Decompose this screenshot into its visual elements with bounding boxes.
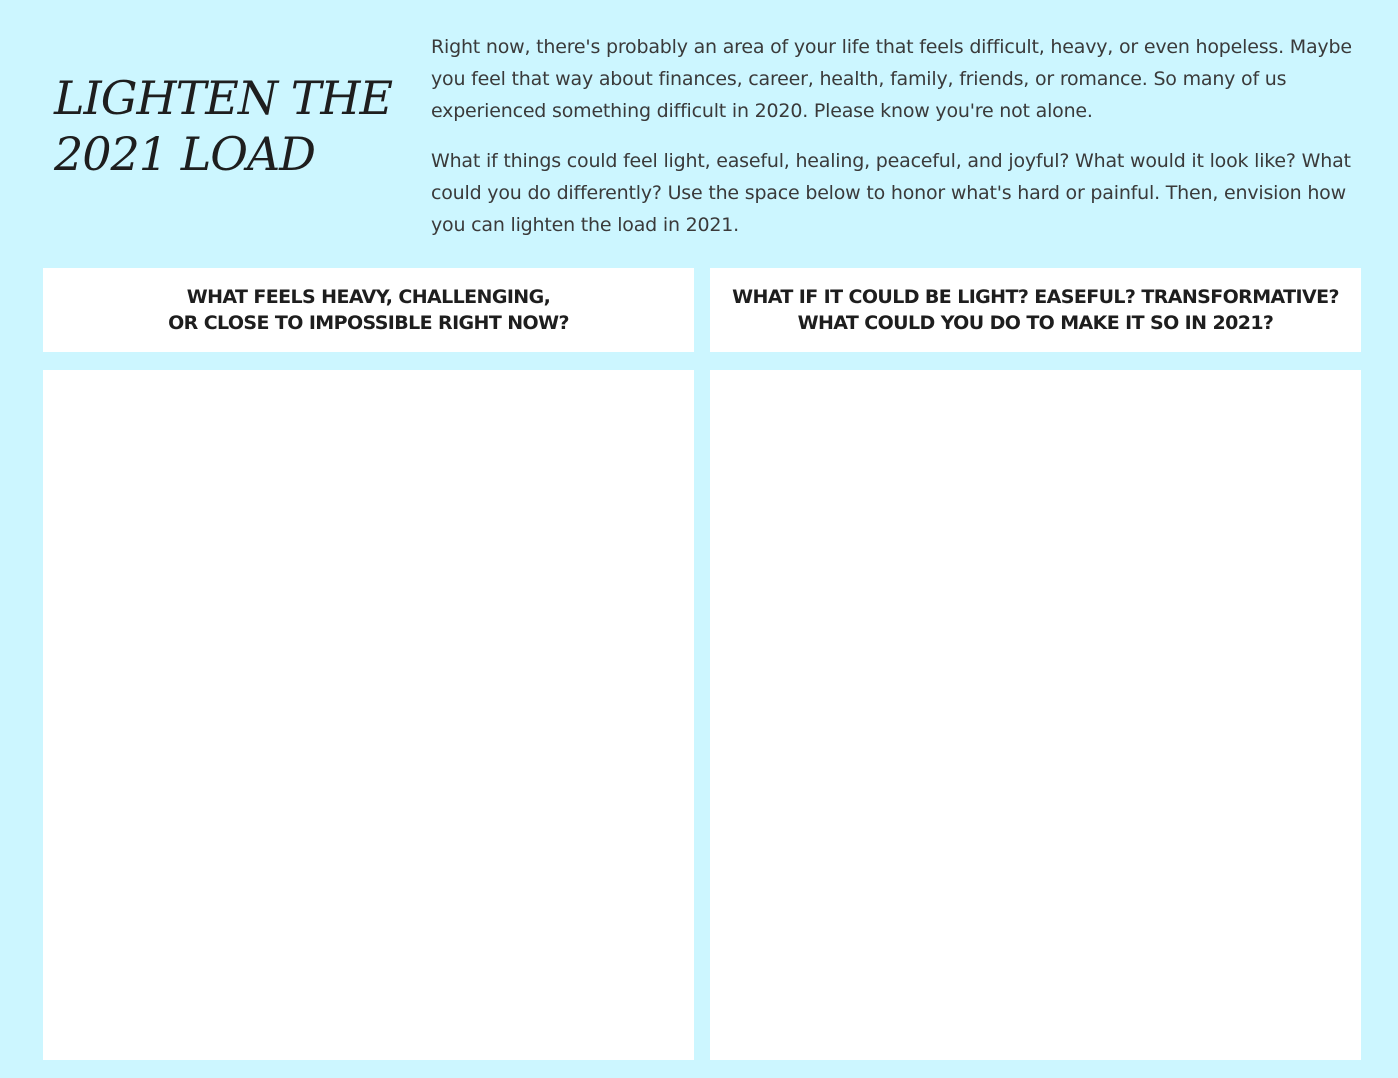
title-line-2: 2021 LOAD bbox=[54, 127, 316, 181]
left-column-header bbox=[43, 268, 694, 352]
intro-text bbox=[431, 31, 1361, 259]
left-writing-area[interactable] bbox=[43, 370, 694, 1060]
title-line-1: LIGHTEN THE bbox=[54, 71, 393, 125]
right-column-heading bbox=[732, 284, 1339, 336]
left-heading-line-1: WHAT FEELS HEAVY, CHALLENGING, bbox=[186, 286, 551, 308]
right-column-header bbox=[710, 268, 1361, 352]
right-heading-line-2: WHAT COULD YOU DO TO MAKE IT SO IN 2021? bbox=[797, 312, 1274, 334]
right-writing-area[interactable] bbox=[710, 370, 1361, 1060]
intro-paragraph-1: Right now, there's probably an area of your life that feels difficult, heavy, or even hopeless. Maybe you feel that way about finances, career, health, family, friends, or romance. So many of us experienced something difficult in 2020. Please know you're not alone. bbox=[431, 36, 1352, 122]
left-column-heading bbox=[168, 284, 569, 336]
right-heading-line-1: WHAT IF IT COULD BE LIGHT? EASEFUL? TRANSFORMATIVE? bbox=[732, 286, 1339, 308]
page-title bbox=[54, 70, 414, 182]
intro-paragraph-2: What if things could feel light, easeful, healing, peaceful, and joyful? What would it look like? What could you do differently? Use the space below to honor what's hard or painful. Then, envision how you can lighten the load in 2021. bbox=[431, 150, 1351, 236]
left-heading-line-2: OR CLOSE TO IMPOSSIBLE RIGHT NOW? bbox=[168, 312, 569, 334]
